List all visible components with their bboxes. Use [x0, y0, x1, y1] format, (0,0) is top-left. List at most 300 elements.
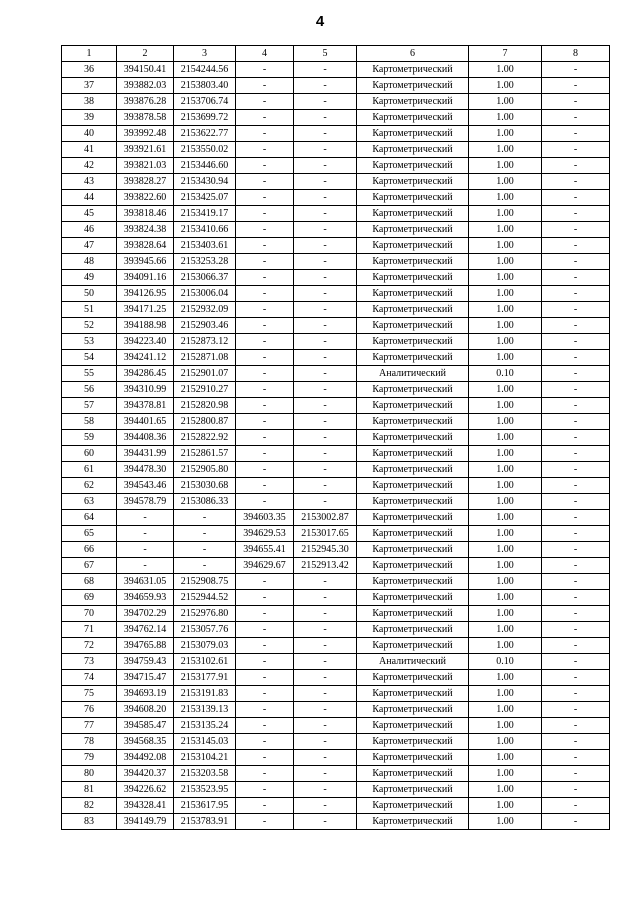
table-cell: 393824.38	[117, 222, 174, 238]
table-cell: 52	[62, 318, 117, 334]
table-cell: Картометрический	[357, 270, 469, 286]
table-cell: -	[236, 414, 294, 430]
table-body	[62, 62, 610, 830]
table-cell: Картометрический	[357, 382, 469, 398]
table-cell: 1.00	[469, 286, 542, 302]
table-cell: 1.00	[469, 622, 542, 638]
table-cell: Картометрический	[357, 718, 469, 734]
table-cell: -	[294, 718, 357, 734]
table-cell: 2152944.52	[174, 590, 236, 606]
table-cell: 2153446.60	[174, 158, 236, 174]
table-cell: -	[294, 414, 357, 430]
table-row	[62, 110, 610, 126]
table-cell: 2153699.72	[174, 110, 236, 126]
table-cell: 2153783.91	[174, 814, 236, 830]
table-cell: 1.00	[469, 382, 542, 398]
table-cell: 1.00	[469, 446, 542, 462]
table-cell: -	[542, 462, 610, 478]
table-cell: 77	[62, 718, 117, 734]
table-cell: 2152822.92	[174, 430, 236, 446]
table-cell: Картометрический	[357, 510, 469, 526]
table-cell: -	[236, 590, 294, 606]
table-cell: -	[542, 558, 610, 574]
table-row	[62, 510, 610, 526]
table-cell: -	[294, 446, 357, 462]
table-cell: 41	[62, 142, 117, 158]
table-row	[62, 174, 610, 190]
table-cell: 1.00	[469, 734, 542, 750]
table-cell: 394478.30	[117, 462, 174, 478]
table-cell: -	[294, 254, 357, 270]
table-row	[62, 78, 610, 94]
table-cell: Картометрический	[357, 222, 469, 238]
table-cell: 1.00	[469, 526, 542, 542]
table-cell: -	[294, 174, 357, 190]
table-cell: Картометрический	[357, 174, 469, 190]
table-cell: 1.00	[469, 638, 542, 654]
column-header: 5	[294, 46, 357, 62]
table-cell: -	[294, 190, 357, 206]
table-cell: 1.00	[469, 318, 542, 334]
table-cell: -	[236, 366, 294, 382]
table-cell: -	[236, 702, 294, 718]
table-cell: 1.00	[469, 110, 542, 126]
table-cell: 2152913.42	[294, 558, 357, 574]
table-cell: -	[294, 606, 357, 622]
table-cell: 2153191.83	[174, 686, 236, 702]
table-cell: 2153104.21	[174, 750, 236, 766]
table-cell: 57	[62, 398, 117, 414]
table-cell: -	[542, 206, 610, 222]
table-row	[62, 814, 610, 830]
table-cell: 1.00	[469, 142, 542, 158]
table-cell: -	[542, 62, 610, 78]
table-cell: 2153079.03	[174, 638, 236, 654]
table-cell: Картометрический	[357, 302, 469, 318]
table-cell: Картометрический	[357, 638, 469, 654]
table-cell: 2153006.04	[174, 286, 236, 302]
table-cell: -	[236, 398, 294, 414]
table-cell: -	[236, 62, 294, 78]
table-cell: -	[294, 590, 357, 606]
table-row	[62, 158, 610, 174]
table-cell: -	[236, 158, 294, 174]
column-header: 2	[117, 46, 174, 62]
column-header: 6	[357, 46, 469, 62]
table-cell: -	[236, 110, 294, 126]
table-cell: 2152908.75	[174, 574, 236, 590]
table-cell: 394608.20	[117, 702, 174, 718]
table-cell: Картометрический	[357, 158, 469, 174]
table-cell: -	[542, 654, 610, 670]
table-cell: -	[236, 670, 294, 686]
table-cell: -	[236, 190, 294, 206]
table-cell: -	[294, 126, 357, 142]
table-cell: -	[236, 126, 294, 142]
table-cell: 66	[62, 542, 117, 558]
table-cell: -	[236, 638, 294, 654]
page-number: 4	[315, 13, 325, 30]
table-cell: -	[294, 686, 357, 702]
table-cell: 394585.47	[117, 718, 174, 734]
table-cell: -	[542, 302, 610, 318]
table-cell: 36	[62, 62, 117, 78]
table-cell: 2153066.37	[174, 270, 236, 286]
table-cell: -	[236, 286, 294, 302]
table-cell: 2153617.95	[174, 798, 236, 814]
table-cell: 64	[62, 510, 117, 526]
column-header: 7	[469, 46, 542, 62]
table-cell: 65	[62, 526, 117, 542]
table-cell: 2153419.17	[174, 206, 236, 222]
table-cell: 44	[62, 190, 117, 206]
table-cell: -	[542, 334, 610, 350]
table-cell: 2152910.27	[174, 382, 236, 398]
table-row	[62, 462, 610, 478]
table-cell: Картометрический	[357, 734, 469, 750]
table-cell: -	[294, 382, 357, 398]
table-cell: -	[294, 654, 357, 670]
table-cell: -	[294, 350, 357, 366]
table-cell: 2153803.40	[174, 78, 236, 94]
table-cell: -	[294, 638, 357, 654]
table-cell: 1.00	[469, 254, 542, 270]
table-cell: 394659.93	[117, 590, 174, 606]
table-cell: 394150.41	[117, 62, 174, 78]
table-cell: -	[294, 702, 357, 718]
table-cell: 394226.62	[117, 782, 174, 798]
table-cell: 1.00	[469, 494, 542, 510]
table-cell: Картометрический	[357, 814, 469, 830]
table-cell: 48	[62, 254, 117, 270]
table-cell: -	[542, 542, 610, 558]
table-cell: -	[294, 334, 357, 350]
table-row	[62, 206, 610, 222]
table-cell: 1.00	[469, 766, 542, 782]
table-cell: -	[542, 686, 610, 702]
table-row	[62, 558, 610, 574]
table-cell: 394091.16	[117, 270, 174, 286]
table-row	[62, 254, 610, 270]
table-row	[62, 638, 610, 654]
table-cell: 2152871.08	[174, 350, 236, 366]
table-cell: Картометрический	[357, 574, 469, 590]
table-cell: -	[294, 622, 357, 638]
table-cell: Картометрический	[357, 750, 469, 766]
table-cell: -	[117, 558, 174, 574]
table-cell: 76	[62, 702, 117, 718]
table-cell: 1.00	[469, 670, 542, 686]
table-cell: 2153523.95	[174, 782, 236, 798]
table-cell: 83	[62, 814, 117, 830]
table-row	[62, 686, 610, 702]
table-cell: 0.10	[469, 366, 542, 382]
table-cell: -	[542, 126, 610, 142]
table-cell: -	[236, 430, 294, 446]
table-row	[62, 734, 610, 750]
table-cell: -	[542, 478, 610, 494]
table-cell: 2152905.80	[174, 462, 236, 478]
table-cell: Картометрический	[357, 430, 469, 446]
table-cell: -	[542, 190, 610, 206]
table-cell: 1.00	[469, 558, 542, 574]
table-cell: -	[542, 526, 610, 542]
table-row	[62, 350, 610, 366]
table-cell: Картометрический	[357, 110, 469, 126]
table-cell: -	[236, 302, 294, 318]
table-cell: Картометрический	[357, 350, 469, 366]
table-cell: 394241.12	[117, 350, 174, 366]
table-cell: -	[236, 222, 294, 238]
table-cell: Картометрический	[357, 606, 469, 622]
table-cell: -	[236, 78, 294, 94]
table-row	[62, 654, 610, 670]
table-cell: 394126.95	[117, 286, 174, 302]
table-cell: -	[542, 670, 610, 686]
table-cell: 55	[62, 366, 117, 382]
table-cell: 1.00	[469, 686, 542, 702]
table-cell: -	[542, 238, 610, 254]
table-cell: 394431.99	[117, 446, 174, 462]
table-cell: 1.00	[469, 606, 542, 622]
table-row	[62, 366, 610, 382]
table-cell: 79	[62, 750, 117, 766]
table-cell: -	[236, 334, 294, 350]
table-cell: -	[236, 686, 294, 702]
table-cell: -	[542, 574, 610, 590]
table-cell: -	[174, 510, 236, 526]
table-cell: 1.00	[469, 430, 542, 446]
table-cell: -	[542, 398, 610, 414]
table-cell: 1.00	[469, 414, 542, 430]
table-cell: -	[542, 174, 610, 190]
table-cell: 47	[62, 238, 117, 254]
table-cell: 74	[62, 670, 117, 686]
table-cell: 394631.05	[117, 574, 174, 590]
table-cell: 394765.88	[117, 638, 174, 654]
table-cell: 1.00	[469, 542, 542, 558]
table-cell: -	[236, 270, 294, 286]
table-cell: 46	[62, 222, 117, 238]
table-cell: 1.00	[469, 398, 542, 414]
table-cell: 1.00	[469, 78, 542, 94]
table-cell: Картометрический	[357, 494, 469, 510]
column-header: 8	[542, 46, 610, 62]
header-row	[62, 46, 610, 62]
table-cell: Картометрический	[357, 446, 469, 462]
table-cell: 2153086.33	[174, 494, 236, 510]
table-cell: 1.00	[469, 270, 542, 286]
table-cell: 67	[62, 558, 117, 574]
table-cell: 54	[62, 350, 117, 366]
table-cell: 1.00	[469, 590, 542, 606]
table-cell: -	[542, 638, 610, 654]
table-cell: 1.00	[469, 574, 542, 590]
table-cell: 53	[62, 334, 117, 350]
table-cell: -	[542, 766, 610, 782]
column-header: 1	[62, 46, 117, 62]
table-cell: -	[542, 286, 610, 302]
table-cell: Картометрический	[357, 94, 469, 110]
table-cell: -	[294, 62, 357, 78]
table-cell: Картометрический	[357, 78, 469, 94]
table-cell: Картометрический	[357, 686, 469, 702]
table-cell: 2153203.58	[174, 766, 236, 782]
table-cell: -	[294, 814, 357, 830]
table-cell: 38	[62, 94, 117, 110]
table-cell: Картометрический	[357, 286, 469, 302]
table-cell: -	[542, 702, 610, 718]
table-cell: 1.00	[469, 510, 542, 526]
table-cell: -	[294, 798, 357, 814]
table-cell: -	[542, 414, 610, 430]
table-cell: -	[294, 94, 357, 110]
table-cell: -	[236, 606, 294, 622]
table-cell: -	[174, 542, 236, 558]
table-cell: Картометрический	[357, 62, 469, 78]
table-row	[62, 622, 610, 638]
table-cell: -	[542, 734, 610, 750]
table-row	[62, 398, 610, 414]
table-cell: 1.00	[469, 798, 542, 814]
table-cell: -	[294, 78, 357, 94]
table-cell: 2153622.77	[174, 126, 236, 142]
table-cell: 2153425.07	[174, 190, 236, 206]
table-cell: -	[294, 366, 357, 382]
table-cell: -	[542, 94, 610, 110]
table-cell: -	[236, 174, 294, 190]
table-cell: -	[542, 382, 610, 398]
table-cell: -	[294, 734, 357, 750]
table-cell: 37	[62, 78, 117, 94]
table-cell: 69	[62, 590, 117, 606]
table-cell: -	[294, 574, 357, 590]
table-cell: 1.00	[469, 814, 542, 830]
table-cell: 40	[62, 126, 117, 142]
table-cell: 71	[62, 622, 117, 638]
table-row	[62, 542, 610, 558]
table-cell: -	[542, 366, 610, 382]
table-cell: 2153139.13	[174, 702, 236, 718]
table-cell: -	[236, 494, 294, 510]
table-cell: -	[542, 142, 610, 158]
table-cell: 1.00	[469, 334, 542, 350]
table-cell: 58	[62, 414, 117, 430]
table-cell: 42	[62, 158, 117, 174]
table-cell: 394378.81	[117, 398, 174, 414]
table-cell: 394629.53	[236, 526, 294, 542]
table-cell: 393821.03	[117, 158, 174, 174]
table-cell: Картометрический	[357, 590, 469, 606]
table-cell: Аналитический	[357, 366, 469, 382]
table-row	[62, 606, 610, 622]
table-cell: 1.00	[469, 126, 542, 142]
table-cell: Картометрический	[357, 542, 469, 558]
table-cell: -	[294, 158, 357, 174]
table-cell: -	[542, 318, 610, 334]
table-row	[62, 334, 610, 350]
table-row	[62, 526, 610, 542]
table-cell: -	[294, 142, 357, 158]
table-cell: 2153253.28	[174, 254, 236, 270]
table-cell: 394420.37	[117, 766, 174, 782]
table-row	[62, 430, 610, 446]
table-cell: 393945.66	[117, 254, 174, 270]
table-cell: 63	[62, 494, 117, 510]
table-cell: -	[117, 526, 174, 542]
table-row	[62, 478, 610, 494]
table-cell: 60	[62, 446, 117, 462]
table-cell: 1.00	[469, 222, 542, 238]
table-cell: 2152945.30	[294, 542, 357, 558]
table-cell: 393818.46	[117, 206, 174, 222]
table-cell: -	[542, 110, 610, 126]
table-cell: Картометрический	[357, 526, 469, 542]
table-cell: -	[294, 398, 357, 414]
table-cell: 1.00	[469, 174, 542, 190]
table-cell: 50	[62, 286, 117, 302]
table-cell: -	[117, 510, 174, 526]
table-cell: 1.00	[469, 718, 542, 734]
table-cell: -	[542, 446, 610, 462]
table-cell: -	[294, 430, 357, 446]
table-cell: -	[236, 350, 294, 366]
table-cell: 393828.27	[117, 174, 174, 190]
table-cell: 394171.25	[117, 302, 174, 318]
table-row	[62, 302, 610, 318]
table-cell: Аналитический	[357, 654, 469, 670]
table-cell: 81	[62, 782, 117, 798]
table-cell: 394310.99	[117, 382, 174, 398]
table-cell: Картометрический	[357, 622, 469, 638]
table-row	[62, 126, 610, 142]
table-cell: -	[542, 350, 610, 366]
table-row	[62, 798, 610, 814]
table-cell: 2152932.09	[174, 302, 236, 318]
table-cell: 1.00	[469, 462, 542, 478]
table-cell: 62	[62, 478, 117, 494]
table-row	[62, 142, 610, 158]
table-cell: 80	[62, 766, 117, 782]
table-cell: 0.10	[469, 654, 542, 670]
table-cell: 51	[62, 302, 117, 318]
table-cell: -	[294, 478, 357, 494]
table-cell: 394693.19	[117, 686, 174, 702]
table-cell: -	[542, 782, 610, 798]
table-cell: 43	[62, 174, 117, 190]
table-cell: 56	[62, 382, 117, 398]
table-cell: 2153017.65	[294, 526, 357, 542]
table-cell: Картометрический	[357, 142, 469, 158]
table-cell: -	[542, 222, 610, 238]
table-cell: -	[542, 718, 610, 734]
table-cell: 1.00	[469, 302, 542, 318]
table-row	[62, 94, 610, 110]
table-row	[62, 702, 610, 718]
table-cell: -	[542, 254, 610, 270]
table-cell: 2152976.80	[174, 606, 236, 622]
table-cell: 1.00	[469, 478, 542, 494]
table-cell: -	[294, 318, 357, 334]
table-cell: 1.00	[469, 206, 542, 222]
table-row	[62, 414, 610, 430]
table-cell: -	[294, 462, 357, 478]
table-cell: Картометрический	[357, 334, 469, 350]
table-cell: 394492.08	[117, 750, 174, 766]
table-cell: 394762.14	[117, 622, 174, 638]
table-cell: 39	[62, 110, 117, 126]
table-cell: 70	[62, 606, 117, 622]
